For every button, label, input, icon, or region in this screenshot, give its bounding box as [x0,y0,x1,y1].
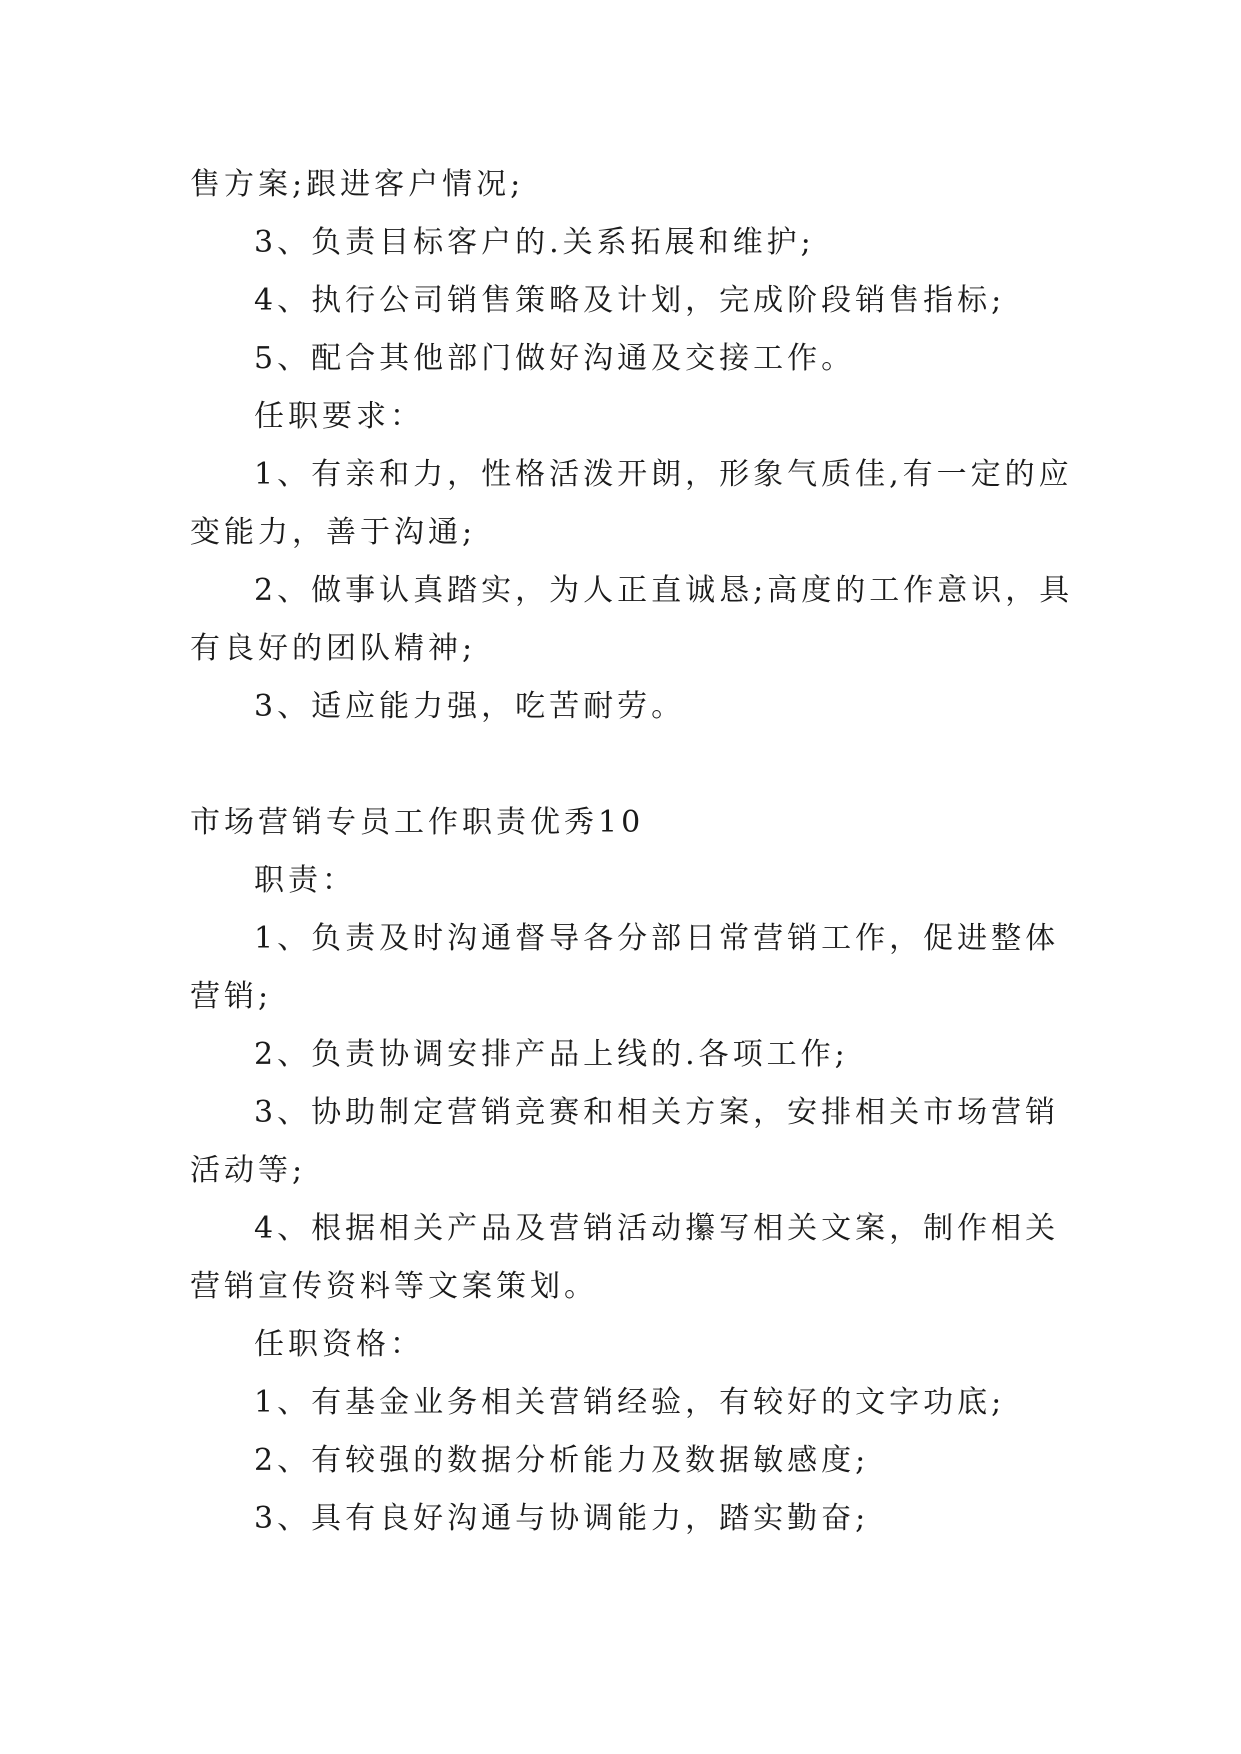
text-line-duty2-3b: 活动等; [190,1153,307,1188]
text-line-continuation: 售方案;跟进客户情况; [190,167,525,202]
text-line-qual-1: 1、有基金业务相关营销经验，有较好的文字功底; [254,1385,1006,1420]
text-line-req-2a: 2、做事认真踏实，为人正直诚恳;高度的工作意识，具 [254,573,1074,608]
text-line-duty2-3a: 3、协助制定营销竞赛和相关方案，安排相关市场营销 [254,1095,1060,1130]
text-line-duty2-1a: 1、负责及时沟通督导各分部日常营销工作，促进整体 [254,921,1060,956]
text-line-duty2-4a: 4、根据相关产品及营销活动攥写相关文案，制作相关 [254,1211,1060,1246]
text-line-duty2-2: 2、负责协调安排产品上线的.各项工作; [254,1037,849,1072]
text-line-req-3: 3、适应能力强，吃苦耐劳。 [254,689,686,724]
text-line-req-1b: 变能力，善于沟通; [190,515,477,550]
text-line-duty2-1b: 营销; [190,979,273,1014]
text-line-duty2-4b: 营销宣传资料等文案策划。 [190,1269,598,1304]
text-line-qual-3: 3、具有良好沟通与协调能力，踏实勤奋; [254,1501,870,1536]
section-title: 市场营销专员工作职责优秀10 [190,805,645,840]
text-line-duty-4: 4、执行公司销售策略及计划，完成阶段销售指标; [254,283,1006,318]
text-line-req-1a: 1、有亲和力，性格活泼开朗，形象气质佳,有一定的应 [254,457,1073,492]
text-line-req-2b: 有良好的团队精神; [190,631,477,666]
duties-heading: 职责： [254,863,356,898]
text-line-duty-3: 3、负责目标客户的.关系拓展和维护; [254,225,815,260]
qualifications-heading: 任职资格： [254,1327,424,1362]
text-line-duty-5: 5、配合其他部门做好沟通及交接工作。 [254,341,856,376]
requirements-heading: 任职要求： [254,399,424,434]
text-line-qual-2: 2、有较强的数据分析能力及数据敏感度; [254,1443,870,1478]
